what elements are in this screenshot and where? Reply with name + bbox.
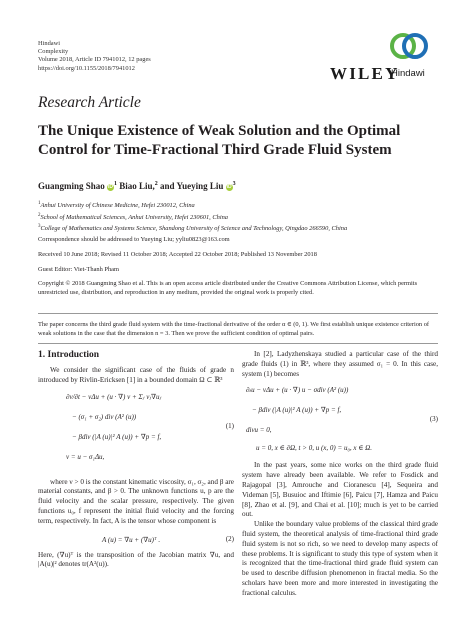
- hindawi-wordmark: Hindawi: [391, 68, 425, 79]
- author-sup: 1: [114, 181, 118, 187]
- left-column: [38, 366, 234, 570]
- copyright-notice: Copyright © 2018 Guangming Shao et al. This is an open access article distributed under the Creative Commons Attribution License, which permits unrestricted use, distribution, and reproduction in any medium, provided the original work is properly cited.: [38, 280, 418, 296]
- author-name: Biao Liu,: [119, 181, 155, 191]
- paragraph: Here, (∇u)ᵀ is the transposition of the Jacobian matrix ∇u, and |A(u)|² denotes tr(A²(u)).: [38, 550, 234, 569]
- orcid-icon[interactable]: iD: [226, 184, 232, 190]
- right-column: [242, 350, 438, 599]
- equation-2: A (u) = ∇u + (∇u)ᵀ . (2): [102, 534, 234, 544]
- orcid-icon[interactable]: iD: [108, 184, 114, 190]
- paragraph: Unlike the boundary value problems of the classical third grade fluid system, the theoretical analysis of time-fractional third grade fluid system is not so rich, so we need to develop many aspects of these problems. It is significant to study this type of system when it is recognized that the time-fractional third grade fluid system can be used to describe diffusion phenomenon in fractal media. So the scholars have been more and more interested in investigating the fractional calculus.: [242, 520, 438, 597]
- correspondence: Correspondence should be addressed to Yueying Liu; yyliu0823@163.com: [38, 236, 230, 243]
- publication-dates: Received 10 June 2018; Revised 11 October 2018; Accepted 22 October 2018; Published 13 November 2018: [38, 251, 317, 258]
- paragraph: In [2], Ladyzhenskaya studied a particular case of the third grade fluids (1) in ℝ³, where they assumed σ₁ = 0. In this case, system (1) becomes: [242, 350, 438, 378]
- paragraph: In the past years, some nice works on the third grade fluid system have already been available. We refer to Fosdick and Rajagopal [3], Amrouche and Cioranescu [4], Sequeira and Videman [5], Busuioc and Iftimie [6], Paicu [7], Hamza and Paicu [8], Zhao et al. [9], and Chai et al. [10]; much is yet to be carried out.: [242, 461, 438, 519]
- author-sup: 3: [232, 181, 236, 187]
- section-heading: 1. Introduction: [38, 350, 100, 360]
- author-name: and Yueying Liu: [160, 181, 224, 191]
- affiliation-item: $^1$Anhui University of Chinese Medicine, Hefei 230012, China: [38, 201, 195, 210]
- abstract: The paper concerns the third grade fluid system with the time-fractional derivative of the order α ∈ (0, 1). We first establish unique existence criterion of weak solutions in the case that the dimension n = 3. Then we prove the sufficient condition of optimal pairs.: [38, 321, 430, 337]
- volume-info: Volume 2018, Article ID 7941012, 12 pages: [38, 56, 151, 64]
- publisher-name: Hindawi: [38, 40, 61, 47]
- divider: [38, 313, 438, 314]
- author-list: [38, 181, 236, 191]
- affiliation-item: $^3$College of Mathematics and Systems Science, Shandong University of Science and Technology, Qingdao 266590, China: [38, 224, 348, 233]
- author-sup: 2: [154, 181, 158, 187]
- equation-1: ∂v/∂t − νΔu + (u · ∇) v + Σⱼ vⱼ∇uⱼ − (σ₁ + σ₂) div (A² (u)) − βdiv (|A (u)|² A (u)) + ∇p = f, v = u − σ₁Δu, (1): [66, 392, 234, 461]
- affiliations: [38, 199, 347, 234]
- article-type: Research Article: [38, 94, 141, 111]
- equation-3: ∂ₜu − νΔu + (u · ∇) u − σdiv (A² (u)) − βdiv (|A (u)|² A (u)) + ∇p = f, divu = 0, u = 0, x ∈ ∂Ω, t > 0, u (x, 0) = u₀, x ∈ Ω. (3): [246, 386, 438, 453]
- journal-name: Complexity: [38, 48, 69, 56]
- affiliation-item: $^2$School of Mathematical Sciences, Anhui University, Hefei 230601, China: [38, 212, 228, 221]
- paragraph: We consider the significant case of the fluids of grade n introduced by Rivlin-Ericksen [1] in a bounded domain Ω ⊂ ℝ³: [38, 366, 234, 384]
- wiley-logo: WILEY: [330, 64, 400, 83]
- divider: [38, 343, 438, 344]
- author-name: Guangming Shao: [38, 181, 105, 191]
- guest-editor: Guest Editor: Viet-Thanh Pham: [38, 266, 119, 273]
- article-title: The Unique Existence of Weak Solution and the Optimal Control for Time-Fractional Third Grade Fluid System: [38, 123, 401, 158]
- doi-link[interactable]: https://doi.org/10.1155/2018/7941012: [38, 64, 135, 72]
- paragraph: where ν > 0 is the constant kinematic viscosity, σ₁, σ₂, and β are material constants, and β > 0. The unknown functions u, p are the fluid velocity and the scalar pressure, respectively. The given functions u₀, f represent the initial fluid velocity and the forcing term, respectively. In fact, A is the tensor whose component is: [38, 477, 234, 525]
- journal-header: [38, 40, 151, 73]
